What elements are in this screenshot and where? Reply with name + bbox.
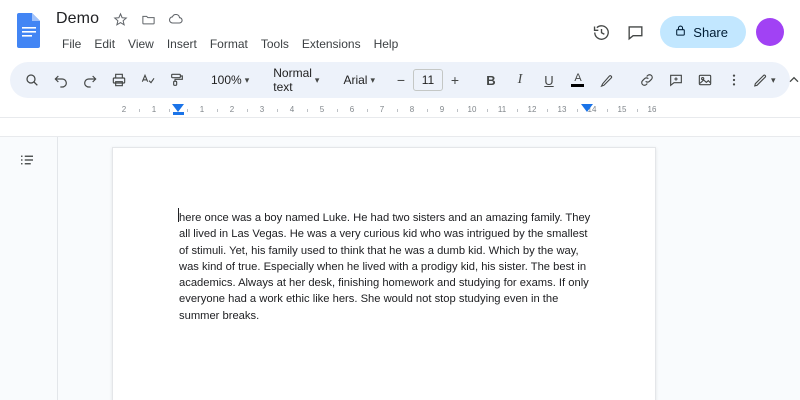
paragraph-style-value: Normal text — [273, 66, 312, 94]
google-docs-logo[interactable] — [12, 8, 46, 52]
share-button[interactable] — [660, 16, 746, 48]
version-history-icon[interactable] — [586, 17, 616, 47]
zoom-selector[interactable] — [203, 67, 253, 93]
decrease-font-size-button[interactable]: − — [396, 72, 406, 88]
menu-file[interactable]: File — [62, 37, 82, 51]
ruler-number: 5 — [319, 105, 325, 114]
ruler-number: 9 — [439, 105, 445, 114]
chevron-down-icon: ▾ — [770, 74, 776, 85]
highlight-pen-icon[interactable] — [593, 66, 621, 94]
ruler-number: 2 — [121, 105, 127, 114]
spellcheck-icon[interactable] — [134, 66, 162, 94]
left-indent-marker[interactable] — [172, 104, 184, 112]
workspace-divider — [57, 137, 58, 400]
menu-extensions[interactable]: Extensions — [301, 37, 361, 51]
document-workspace — [0, 136, 800, 400]
edit-pencil-icon[interactable] — [749, 66, 779, 94]
menu-insert[interactable]: Insert — [166, 37, 197, 51]
menu-edit[interactable]: Edit — [94, 37, 116, 51]
ruler-number: 13 — [557, 105, 567, 114]
ruler-number: 3 — [259, 105, 265, 114]
ruler-number: 1 — [151, 105, 157, 114]
font-family-value: Arial — [343, 73, 368, 87]
menu-bar — [52, 33, 586, 55]
lock-icon — [674, 24, 687, 40]
increase-font-size-button[interactable]: + — [450, 72, 460, 88]
share-button-label: Share — [693, 24, 728, 40]
title-bar — [0, 0, 800, 62]
menu-tools[interactable]: Tools — [260, 37, 289, 51]
more-options-icon[interactable] — [720, 66, 748, 94]
chevron-down-icon: ▾ — [244, 74, 250, 85]
ruler-number: 6 — [349, 105, 355, 114]
ruler-track — [112, 104, 655, 118]
outline-rail — [0, 137, 54, 400]
ruler-number: 8 — [409, 105, 415, 114]
text-color-label: A — [574, 72, 582, 84]
menu-help[interactable]: Help — [373, 37, 399, 51]
insert-image-icon[interactable] — [691, 66, 719, 94]
move-folder-icon[interactable] — [137, 8, 159, 30]
document-page[interactable] — [112, 147, 656, 400]
font-family-selector[interactable] — [335, 67, 379, 93]
title-bar-actions — [586, 6, 792, 48]
ruler-number: 14 — [587, 105, 597, 114]
italic-button[interactable]: I — [517, 72, 523, 87]
paragraph-style-selector[interactable] — [265, 67, 323, 93]
ruler-number: 12 — [527, 105, 537, 114]
paint-format-icon[interactable] — [163, 66, 191, 94]
bold-button[interactable]: B — [486, 72, 496, 88]
font-size-stepper — [391, 69, 465, 91]
ruler-number: 11 — [497, 105, 507, 114]
ruler-number: 1 — [199, 105, 205, 114]
ruler-number: 7 — [379, 105, 385, 114]
zoom-value: 100% — [211, 73, 242, 87]
menu-format[interactable]: Format — [209, 37, 248, 51]
left-margin-bar[interactable] — [173, 112, 184, 115]
add-comment-icon[interactable] — [662, 66, 690, 94]
underline-button[interactable]: U — [544, 72, 554, 88]
document-body-text[interactable]: here once was a boy named Luke. He had two sisters and an amazing family. They all lived in Las Vegas. He was a very curious kid who was intrigued by the smallest of stimuli. Yet, his family used to think that he was a dumb kid. Which by the way, was kind of true. Especially when he lived with a prodigy kid, his sister. The best in academics. Always at her desk, finishing homework and studying for exams. If only everyone had a work ethic like hers. She would not stop studying even in the summer breaks. — [179, 212, 591, 322]
toolbar-right-group — [749, 66, 800, 94]
text-color-swatch — [571, 84, 584, 87]
ruler-number: 4 — [289, 105, 295, 114]
title-and-menu — [50, 6, 586, 55]
text-color-button[interactable] — [564, 66, 592, 94]
chevron-down-icon: ▾ — [314, 74, 320, 85]
print-icon[interactable] — [105, 66, 133, 94]
ruler-number: 10 — [467, 105, 477, 114]
star-icon[interactable] — [109, 8, 131, 30]
comment-icon[interactable] — [620, 17, 650, 47]
menu-view[interactable]: View — [128, 37, 154, 51]
document-outline-icon[interactable] — [12, 145, 42, 175]
chevron-down-icon: ▾ — [370, 74, 375, 85]
ruler-number: 16 — [647, 105, 657, 114]
font-size-input[interactable] — [413, 69, 443, 91]
insert-link-icon[interactable] — [633, 66, 661, 94]
collapse-toolbar-icon[interactable] — [780, 66, 800, 94]
document-title[interactable]: Demo — [56, 10, 100, 27]
formatting-toolbar — [10, 62, 790, 98]
ruler[interactable] — [0, 104, 800, 118]
search-icon[interactable] — [18, 66, 46, 94]
undo-icon[interactable] — [47, 66, 75, 94]
right-indent-marker[interactable] — [581, 104, 593, 112]
ruler-number: 15 — [617, 105, 627, 114]
cloud-saved-icon[interactable] — [165, 8, 187, 30]
redo-icon[interactable] — [76, 66, 104, 94]
title-row — [52, 6, 586, 32]
ruler-number: 2 — [229, 105, 235, 114]
avatar[interactable] — [756, 18, 784, 46]
